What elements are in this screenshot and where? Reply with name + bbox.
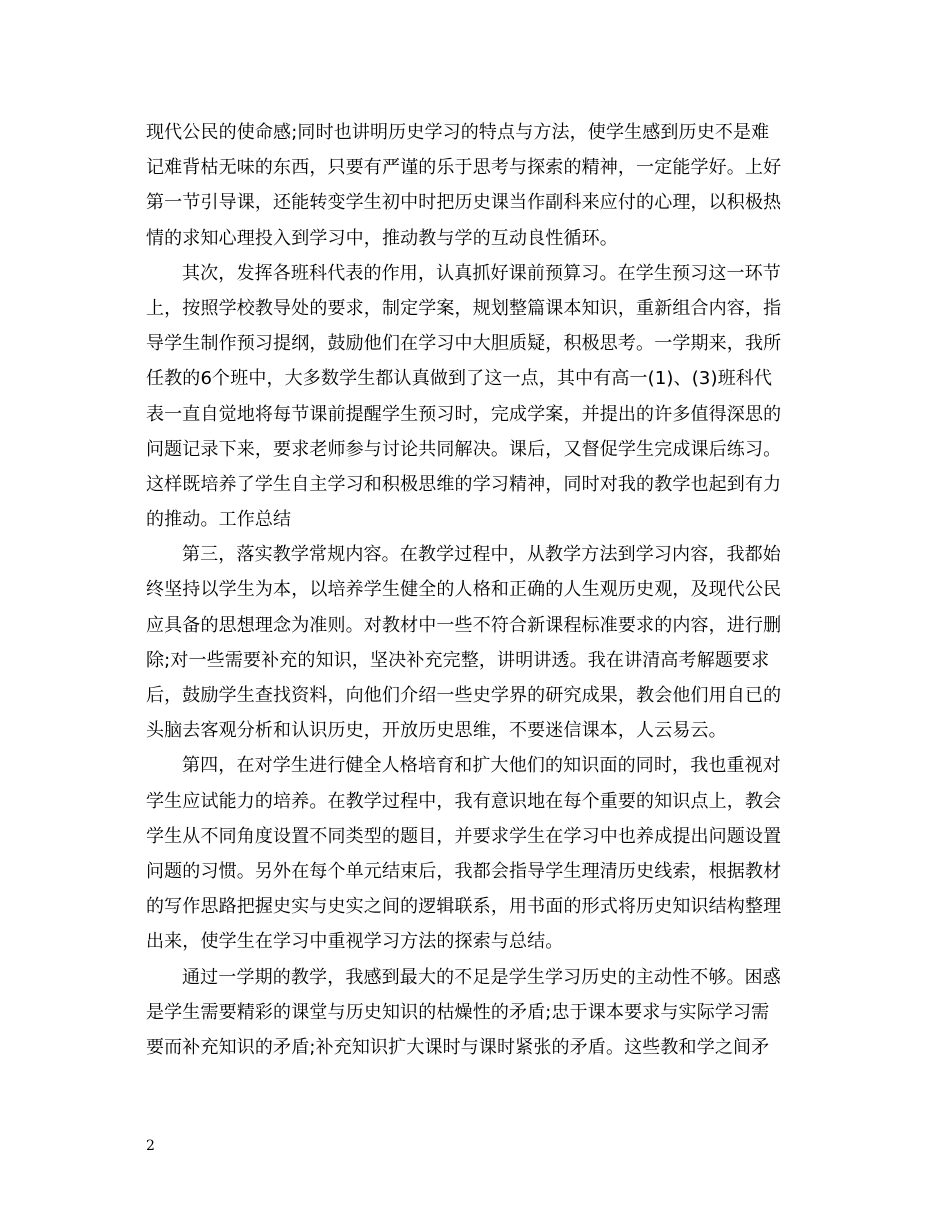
- document-body: [146, 115, 806, 1065]
- text-line: 现代公民的使命感;同时也讲明历史学习的特点与方法，使学生感到历史不是难: [146, 122, 770, 143]
- text-line: 记难背枯无味的东西，只要有严谨的乐于思考与探索的精神，一定能学好。上好: [146, 157, 782, 179]
- text-line: 表一直自觉地将每节课前提醒学生预习时，完成学案，并提出的许多值得深思的: [146, 403, 782, 425]
- text-line: 通过一学期的教学，我感到最大的不足是学生学习历史的主动性不够。困惑: [182, 966, 781, 988]
- text-line: 导学生制作预习提纲，鼓励他们在学习中大胆质疑，积极思考。一学期来，我所: [146, 333, 782, 355]
- paragraph: [146, 748, 806, 959]
- text-line: 上，按照学校教导处的要求，制定学案，规划整篇课本知识，重新组合内容，指: [146, 297, 782, 319]
- paragraph: [146, 960, 806, 1066]
- text-line: 问题记录下来，要求老师参与讨论共同解决。课后，又督促学生完成课后练习。: [146, 438, 782, 460]
- text-line: 这样既培养了学生自主学习和积极思维的学习精神，同时对我的教学也起到有力: [146, 473, 782, 495]
- text-line: 任教的6个班中，大多数学生都认真做到了这一点，其中有高一(1)、(3)班科代: [146, 368, 773, 390]
- paragraph: [146, 115, 806, 256]
- text-line: 情的求知心理投入到学习中，推动教与学的互动良性循环。: [146, 227, 618, 249]
- text-line: 第三，落实教学常规内容。在教学过程中，从教学方法到学习内容，我都始: [182, 544, 781, 566]
- text-line: 终坚持以学生为本，以培养学生健全的人格和正确的人生观历史观，及现代公民: [146, 579, 782, 601]
- text-line: 问题的习惯。另外在每个单元结束后，我都会指导学生理清历史线索，根据教材: [146, 860, 782, 882]
- text-line: 第一节引导课，还能转变学生初中时把历史课当作副科来应付的心理，以积极热: [146, 192, 782, 214]
- text-line: 后，鼓励学生查找资料，向他们介绍一些史学界的研究成果，教会他们用自已的: [146, 685, 782, 706]
- text-line: 第四，在对学生进行健全人格培育和扩大他们的知识面的同时，我也重视对: [182, 755, 781, 777]
- text-line: 除;对一些需要补充的知识，坚决补充完整，讲明讲透。我在讲清高考解题要求: [146, 649, 770, 671]
- text-line: 的推动。工作总结: [146, 509, 292, 531]
- text-line: 的写作思路把握史实与史实之间的逻辑联系，用书面的形式将历史知识结构整理: [146, 896, 782, 918]
- paragraph: [146, 256, 806, 538]
- text-line: 头脑去客观分析和认识历史，开放历史思维，不要迷信课本，人云易云。: [146, 720, 727, 742]
- text-line: 其次，发挥各班科代表的作用，认真抓好课前预算习。在学生预习这一环节: [182, 262, 781, 284]
- text-line: 是学生需要精彩的课堂与历史知识的枯燥性的矛盾;忠于课本要求与实际学习需: [146, 1001, 770, 1023]
- page-number: 2: [146, 1138, 155, 1154]
- paragraph: [146, 537, 806, 748]
- text-line: 应具备的思想理念为准则。对教材中一些不符合新课程标准要求的内容，进行删: [146, 614, 782, 636]
- text-line: 学生应试能力的培养。在教学过程中，我有意识地在每个重要的知识点上，教会: [146, 790, 782, 812]
- text-line: 出来，使学生在学习中重视学习方法的探索与总结。: [146, 931, 564, 953]
- text-line: 要而补充知识的矛盾;补充知识扩大课时与课时紧张的矛盾。这些教和学之间矛: [146, 1036, 770, 1058]
- text-line: 学生从不同角度设置不同类型的题目，并要求学生在学习中也养成提出问题设置: [146, 825, 782, 847]
